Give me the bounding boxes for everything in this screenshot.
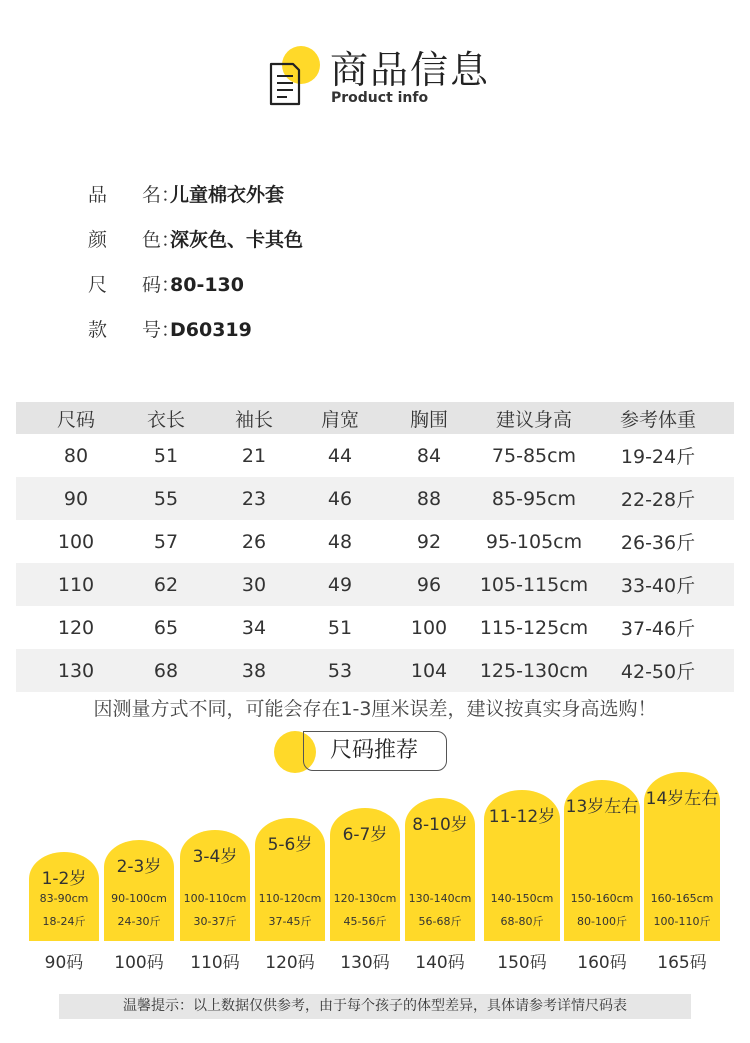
table-cell: 26 [241,530,267,553]
size-bar [180,830,250,941]
table-cell: 85-95cm [491,487,577,510]
info-value: 儿童棉衣外套 [170,184,285,206]
bar-age-label: 2-3岁 [116,857,162,877]
table-cell: 38 [241,659,267,682]
info-value: 深灰色、卡其色 [170,229,304,251]
table-cell: 100 [57,530,95,553]
table-cell: 33-40斤 [620,575,696,597]
bar-height-label: 160-165cm [650,892,714,905]
bar-age-label: 8-10岁 [412,815,468,835]
bar-size-label: 130码 [340,953,390,973]
bar-age-label: 11-12岁 [488,807,556,827]
table-cell: 104 [410,659,448,682]
info-label-char: 名： [142,184,181,206]
info-label-char: 码： [142,274,181,296]
info-label-char: 品 [88,184,108,206]
table-cell: 57 [153,530,179,553]
table-row [16,434,734,477]
info-row [88,180,284,210]
table-cell: 100 [410,616,448,639]
table-row [16,649,734,692]
table-cell: 90 [63,487,89,510]
table-cell: 115-125cm [479,616,589,639]
bar-height-label: 100-110cm [183,892,247,905]
table-header-cell: 尺码 [56,408,95,431]
page-subtitle: Product info [331,90,429,106]
table-cell: 49 [327,573,353,596]
size-bar [484,790,560,941]
info-label [88,225,181,255]
table-header-cell: 肩宽 [320,408,359,431]
table-cell: 125-130cm [479,659,589,682]
info-row [88,270,244,300]
table-cell: 51 [327,616,353,639]
table-header-cell: 建议身高 [495,408,572,431]
table-cell: 30 [241,573,267,596]
table-cell: 26-36斤 [620,532,696,554]
bar-weight-label: 80-100斤 [577,915,627,928]
table-row [16,520,734,563]
table-header-cell: 袖长 [234,408,273,431]
measurement-note: 因测量方式不同，可能会存在1-3厘米误差，建议按真实身高选购！ [93,698,657,720]
info-label-char: 尺 [88,274,108,296]
bar-size-label: 165码 [657,953,707,973]
page-title: 商品信息 [330,48,491,92]
info-label [88,315,181,345]
info-row [88,315,252,345]
table-cell: 21 [241,444,267,467]
bar-age-label: 3-4岁 [192,847,238,867]
table-cell: 96 [416,573,442,596]
bar-height-label: 130-140cm [408,892,472,905]
table-row [16,477,734,520]
bar-age-label: 6-7岁 [342,825,388,845]
size-bar [255,818,325,941]
table-cell: 75-85cm [491,444,577,467]
info-label-char: 颜 [88,229,108,251]
table-cell: 105-115cm [479,573,589,596]
table-row [16,606,734,649]
size-bar [330,808,400,941]
size-bar [405,798,475,941]
size-bar [644,772,720,941]
table-header-cell: 衣长 [146,408,185,431]
bar-size-label: 100码 [114,953,164,973]
table-cell: 88 [416,487,442,510]
bar-height-label: 150-160cm [570,892,634,905]
bar-age-label: 5-6岁 [267,835,313,855]
table-cell: 19-24斤 [620,446,696,468]
info-label-char: 号： [142,319,181,341]
table-cell: 23 [241,487,267,510]
bar-weight-label: 68-80斤 [500,915,544,928]
bar-weight-label: 56-68斤 [418,915,462,928]
size-bar [104,840,174,941]
table-cell: 55 [153,487,179,510]
table-header-cell: 参考体重 [619,408,696,431]
bar-size-label: 110码 [190,953,240,973]
bar-age-label: 14岁左右 [645,789,719,809]
table-cell: 84 [416,444,442,467]
table-cell: 53 [327,659,353,682]
document-icon [268,60,304,108]
info-value: D60319 [170,319,252,341]
info-label-char: 款 [88,319,108,341]
bar-weight-label: 18-24斤 [42,915,86,928]
table-cell: 46 [327,487,353,510]
info-label-char: 色： [142,229,181,251]
info-label [88,180,181,210]
info-label [88,270,181,300]
size-table [16,402,734,692]
bar-height-label: 110-120cm [258,892,322,905]
info-row [88,225,303,255]
table-cell: 120 [57,616,95,639]
bar-age-label: 1-2岁 [41,869,87,889]
table-cell: 42-50斤 [620,661,696,683]
bar-weight-label: 45-56斤 [343,915,387,928]
table-cell: 68 [153,659,179,682]
table-cell: 80 [63,444,89,467]
table-header-row [16,402,734,434]
bar-age-label: 13岁左右 [565,797,639,817]
bar-height-label: 83-90cm [39,892,89,905]
recommend-title: 尺码推荐 [330,738,419,763]
bar-height-label: 120-130cm [333,892,397,905]
size-bar [29,852,99,941]
table-cell: 34 [241,616,267,639]
bar-height-label: 90-100cm [111,892,167,905]
table-header-cell: 胸围 [409,408,448,431]
table-cell: 51 [153,444,179,467]
bar-size-label: 160码 [577,953,627,973]
table-cell: 48 [327,530,353,553]
bar-weight-label: 100-110斤 [653,915,711,928]
table-cell: 62 [153,573,179,596]
table-cell: 22-28斤 [620,489,696,511]
table-cell: 110 [57,573,95,596]
bar-size-label: 150码 [497,953,547,973]
table-row [16,563,734,606]
bar-weight-label: 30-37斤 [193,915,237,928]
bar-height-label: 140-150cm [490,892,554,905]
size-bar [564,780,640,941]
table-cell: 37-46斤 [620,618,696,640]
bar-size-label: 90码 [44,953,84,973]
table-cell: 130 [57,659,95,682]
bar-weight-label: 24-30斤 [117,915,161,928]
bar-size-label: 140码 [415,953,465,973]
table-cell: 92 [416,530,442,553]
table-cell: 95-105cm [485,530,583,553]
info-value: 80-130 [170,274,244,296]
bar-weight-label: 37-45斤 [268,915,312,928]
warm-tip: 温馨提示：以上数据仅供参考，由于每个孩子的体型差异，具体请参考详情尺码表 [59,994,691,1019]
table-cell: 65 [153,616,179,639]
table-cell: 44 [327,444,353,467]
bar-size-label: 120码 [265,953,315,973]
